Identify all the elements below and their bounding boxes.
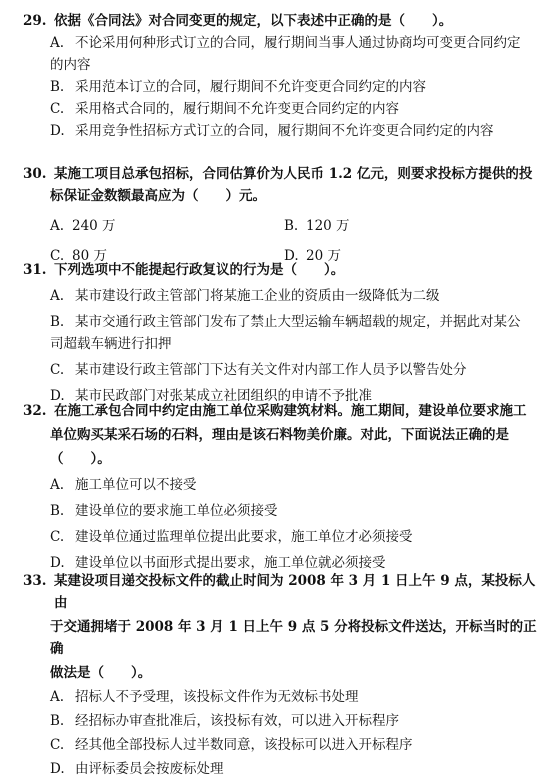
question-text: 依据《合同法》对合同变更的规定，以下表述中正确的是（ ）。 xyxy=(54,13,453,29)
option-text: 采用范本订立的合同，履行期间不允许变更合同约定的内容 xyxy=(75,79,426,95)
option-text: 20 万 xyxy=(306,248,341,264)
option-a xyxy=(50,215,116,237)
question-text: 某建设项目递交投标文件的截止时间为 2008 年 3 月 1 日上午 9 点，某投标人由 xyxy=(54,573,536,611)
option-b xyxy=(0,76,560,98)
option-text: 经其他全部投标人过半数同意，该投标可以进入开标程序 xyxy=(75,737,413,753)
option-text: 采用格式合同的，履行期间不允许变更合同约定的内容 xyxy=(75,101,399,117)
option-label: C. xyxy=(50,529,65,545)
option-label: D. xyxy=(50,123,65,139)
option-text: 80 万 xyxy=(72,248,107,264)
question-stem xyxy=(0,163,560,207)
option-text: 某市交通行政主管部门发布了禁止大型运输车辆超载的规定，并据此对某公 xyxy=(75,314,521,330)
question-33 xyxy=(0,570,560,780)
option-b xyxy=(284,215,350,237)
option-text: 建设单位以书面形式提出要求，施工单位就必须接受 xyxy=(75,555,386,571)
option-row xyxy=(0,215,560,237)
option-label: A. xyxy=(50,288,65,304)
option-text-continued: 的内容 xyxy=(50,57,91,73)
question-text-continued: 标保证金数额最高应为（ ）元。 xyxy=(50,188,266,204)
question-text-continued: 于交通拥堵于 2008 年 3 月 1 日上午 9 点 5 分将投标文件送达，开标当时的正确 xyxy=(50,619,537,657)
option-a xyxy=(0,474,560,496)
question-text: 某施工项目总承包招标，合同估算价为人民币 1.2 亿元，则要求投标方提供的投 xyxy=(54,166,533,182)
question-number: 29. xyxy=(23,13,47,29)
question-text-continued: （ ）。 xyxy=(50,451,111,467)
option-c xyxy=(0,734,560,756)
option-text: 某市建设行政主管部门下达有关文件对内部工作人员予以警告处分 xyxy=(75,362,467,378)
option-label: B. xyxy=(50,79,65,95)
question-text: 在施工承包合同中约定由施工单位采购建筑材料。施工期间，建设单位要求施工 xyxy=(54,403,527,419)
question-30 xyxy=(0,163,560,267)
option-label: A. xyxy=(50,218,65,234)
option-text-continued: 司超载车辆进行扣押 xyxy=(50,336,172,352)
option-b xyxy=(0,500,560,522)
option-a xyxy=(0,686,560,708)
question-text-continued: 做法是（ ）。 xyxy=(50,665,152,681)
option-a xyxy=(0,285,560,307)
option-label: C. xyxy=(50,248,65,264)
option-label: A. xyxy=(50,477,65,493)
option-label: C. xyxy=(50,362,65,378)
option-label: C. xyxy=(50,737,65,753)
option-label: A. xyxy=(50,35,65,51)
option-text: 不论采用何种形式订立的合同，履行期间当事人通过协商均可变更合同约定 xyxy=(75,35,521,51)
option-c xyxy=(0,98,560,120)
question-text-continued: 单位购买某采石场的石料，理由是该石料物美价廉。对此，下面说法正确的是 xyxy=(50,427,509,443)
option-b xyxy=(0,710,560,732)
option-c xyxy=(0,359,560,381)
option-label: D. xyxy=(50,555,65,571)
option-label: B. xyxy=(50,314,65,330)
option-label: D. xyxy=(284,248,299,264)
option-text: 经招标办审查批准后，该投标有效，可以进入开标程序 xyxy=(75,713,399,729)
option-text: 240 万 xyxy=(72,218,116,234)
option-label: D. xyxy=(50,761,65,777)
question-number: 33. xyxy=(23,573,47,589)
option-text: 采用竞争性招标方式订立的合同，履行期间不允许变更合同约定的内容 xyxy=(75,123,494,139)
option-a xyxy=(0,32,560,76)
option-d xyxy=(0,120,560,142)
option-text: 招标人不予受理，该投标文件作为无效标书处理 xyxy=(75,689,359,705)
option-label: B. xyxy=(50,503,65,519)
option-label: B. xyxy=(50,713,65,729)
option-b xyxy=(0,311,560,355)
option-text: 120 万 xyxy=(306,218,350,234)
option-text: 建设单位通过监理单位提出此要求，施工单位才必须接受 xyxy=(75,529,413,545)
option-text: 某市建设行政主管部门将某施工企业的资质由一级降低为二级 xyxy=(75,288,440,304)
question-31 xyxy=(0,259,560,407)
option-label: C. xyxy=(50,101,65,117)
question-stem xyxy=(0,400,560,470)
option-text: 施工单位可以不接受 xyxy=(75,477,197,493)
question-stem xyxy=(0,10,560,32)
option-text: 建设单位的要求施工单位必须接受 xyxy=(75,503,278,519)
option-label: B. xyxy=(284,218,299,234)
option-c xyxy=(0,526,560,548)
option-text: 某市民政部门对张某成立社团组织的申请不予批准 xyxy=(75,388,372,404)
question-stem xyxy=(0,570,560,684)
question-29 xyxy=(0,10,560,142)
option-d xyxy=(0,758,560,780)
option-text: 由评标委员会按废标处理 xyxy=(75,761,224,777)
question-number: 31. xyxy=(23,262,47,278)
question-number: 30. xyxy=(23,166,47,182)
option-label: A. xyxy=(50,689,65,705)
question-text: 下列选项中不能提起行政复议的行为是（ ）。 xyxy=(54,262,345,278)
question-stem xyxy=(0,259,560,281)
question-number: 32. xyxy=(23,403,47,419)
question-32 xyxy=(0,400,560,574)
option-label: D. xyxy=(50,388,65,404)
